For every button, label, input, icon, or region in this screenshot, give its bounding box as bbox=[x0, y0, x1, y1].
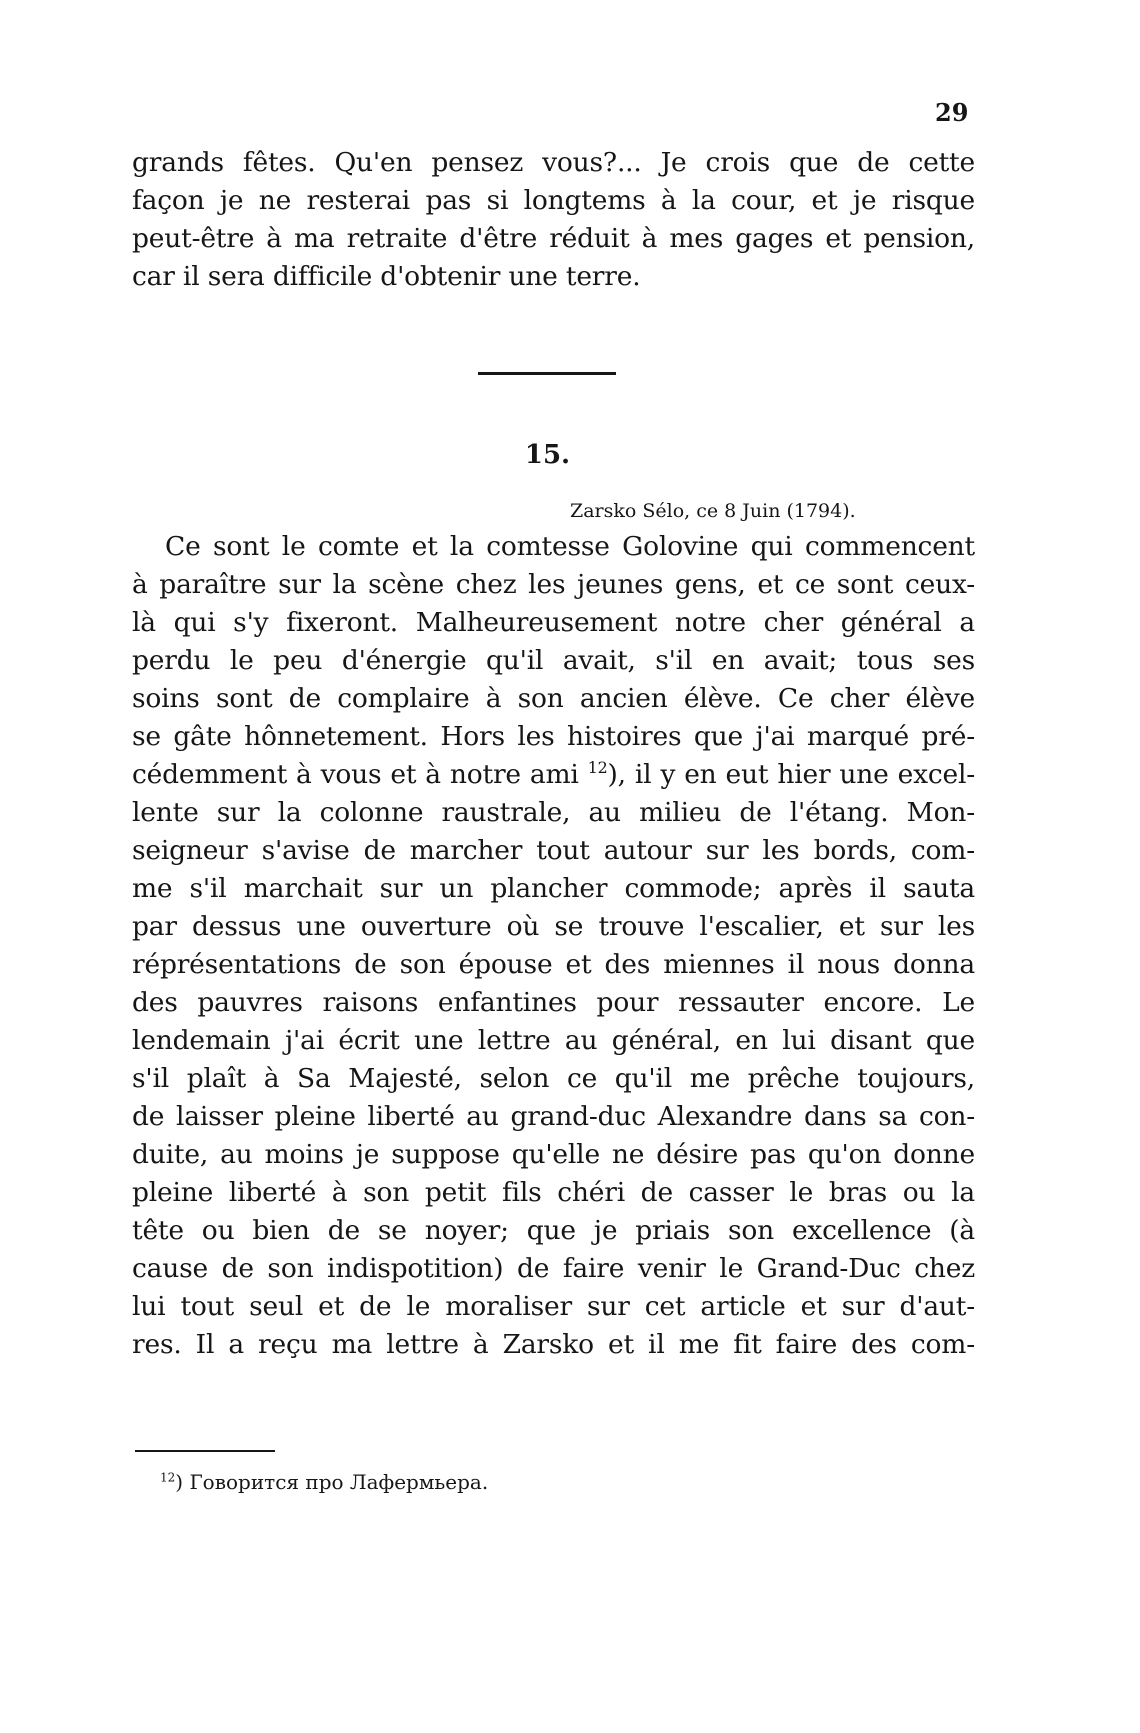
dateline: Zarsko Sélo, ce 8 Juin (1794). bbox=[570, 500, 856, 522]
section-divider bbox=[478, 372, 616, 375]
text-line: grands fêtes. Qu'en pensez vous?... Je crois que de cette bbox=[132, 147, 975, 178]
text-line: à paraître sur la scène chez les jeunes gens, et ce sont ceux- bbox=[132, 569, 975, 600]
text-line: des pauvres raisons enfantines pour ressauter encore. Le bbox=[132, 987, 975, 1018]
footnote-marker: 12 bbox=[160, 1470, 176, 1485]
footnote-text: ) Говорится про Лафермьера. bbox=[175, 1470, 489, 1494]
text-line: par dessus une ouverture où se trouve l'escalier, et sur les bbox=[132, 911, 975, 942]
letter-number: 15. bbox=[524, 440, 571, 470]
text-line: s'il plaît à Sa Majesté, selon ce qu'il me prêche toujours, bbox=[132, 1063, 975, 1094]
text-line: pleine liberté à son petit fils chéri de casser le bras ou la bbox=[132, 1177, 975, 1208]
text-line: lui tout seul et de le moraliser sur cet article et sur d'aut- bbox=[132, 1291, 975, 1322]
text-segment: ), il y en eut hier une excel- bbox=[607, 759, 975, 790]
text-line: réprésentations de son épouse et des miennes il nous donna bbox=[132, 949, 975, 980]
text-line: duite, au moins je suppose qu'elle ne désire pas qu'on donne bbox=[132, 1139, 975, 1170]
text-line: lente sur la colonne raustrale, au milieu de l'étang. Mon- bbox=[132, 797, 975, 828]
text-line bbox=[132, 760, 975, 790]
text-segment: cédemment à vous et à notre ami bbox=[132, 759, 579, 790]
text-line: façon je ne resterai pas si longtems à la cour, et je risque bbox=[132, 185, 975, 216]
text-line: cause de son indispotition) de faire venir le Grand-Duc chez bbox=[132, 1253, 975, 1284]
text-line: Ce sont le comte et la comtesse Golovine qui commencent bbox=[165, 531, 975, 562]
text-line: res. Il a reçu ma lettre à Zarsko et il me fit faire des com- bbox=[132, 1329, 975, 1360]
text-line: lendemain j'ai écrit une lettre au général, en lui disant que bbox=[132, 1025, 975, 1056]
text-line: perdu le peu d'énergie qu'il avait, s'il en avait; tous ses bbox=[132, 645, 975, 676]
footnote-reference: 12 bbox=[587, 758, 608, 778]
text-line: seigneur s'avise de marcher tout autour sur les bords, com- bbox=[132, 835, 975, 866]
text-line: car il sera difficile d'obtenir une terre. bbox=[132, 261, 641, 292]
text-line: tête ou bien de se noyer; que je priais son excellence (à bbox=[132, 1215, 975, 1246]
footnote-divider bbox=[135, 1450, 275, 1452]
footnote bbox=[160, 1470, 488, 1494]
text-line: soins sont de complaire à son ancien élève. Ce cher élève bbox=[132, 683, 975, 714]
page-number: 29 bbox=[935, 98, 969, 127]
text-line: me s'il marchait sur un plancher commode; après il sauta bbox=[132, 873, 975, 904]
text-line: se gâte hônnetement. Hors les histoires que j'ai marqué pré- bbox=[132, 721, 975, 752]
text-line: de laisser pleine liberté au grand-duc Alexandre dans sa con- bbox=[132, 1101, 975, 1132]
text-line: peut-être à ma retraite d'être réduit à mes gages et pension, bbox=[132, 223, 975, 254]
text-line: là qui s'y fixeront. Malheureusement notre cher général a bbox=[132, 607, 975, 638]
